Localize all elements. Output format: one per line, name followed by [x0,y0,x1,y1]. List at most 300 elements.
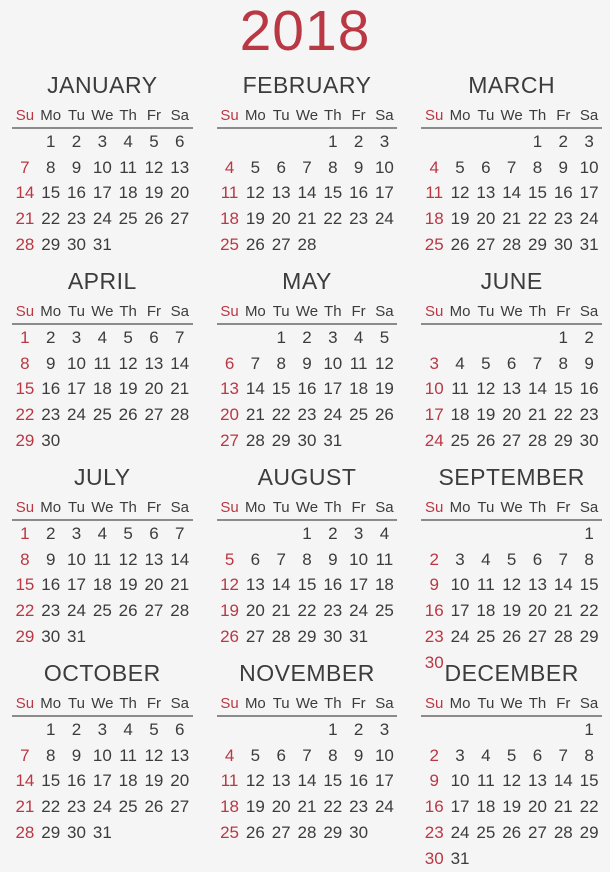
day-cell: 23 [297,405,317,425]
day-cell: 21 [271,601,291,621]
month-title: MAY [282,268,332,294]
day-cell: 7 [250,353,261,373]
day-cell: 11 [349,353,368,373]
day-cell: 29 [323,823,343,843]
day-cell: 24 [92,209,112,229]
day-cell: 5 [455,157,465,177]
day-cell: 16 [579,379,599,399]
day-cell: 2 [302,327,312,347]
month-days [217,325,398,454]
weekday-label-tu: Tu [477,303,495,320]
day-cell: 8 [584,745,594,765]
day-cell: 14 [297,183,317,203]
day-cell: 30 [67,235,86,255]
empty-cell [167,428,193,454]
day-cell: 1 [276,327,286,347]
day-cell: 3 [353,523,364,543]
day-cell: 22 [579,797,599,817]
day-cell: 17 [374,183,394,203]
day-cell: 28 [528,431,547,451]
month-block [217,264,398,460]
day-cell: 6 [175,131,185,151]
day-cell: 13 [271,183,291,203]
empty-cell [525,325,551,351]
day-cell: 8 [302,549,312,569]
day-cell: 10 [92,157,112,177]
day-cell: 4 [123,131,133,151]
day-cell: 9 [71,157,82,177]
month-days [421,129,602,258]
day-cell: 23 [67,797,86,817]
weekday-label-sa: Sa [375,695,394,712]
weekday-label-tu: Tu [68,107,85,124]
empty-cell [268,129,294,155]
empty-cell [473,325,499,351]
empty-cell [217,129,243,155]
weekday-label-su: Su [15,499,35,516]
day-cell: 19 [502,797,522,817]
day-cell: 24 [92,797,112,817]
day-cell: 6 [175,719,185,739]
day-cell: 2 [429,745,439,765]
day-cell: 18 [374,575,394,595]
weekday-label-sa: Sa [375,499,394,516]
day-cell: 17 [67,379,86,399]
day-cell: 10 [374,157,394,177]
month-days [217,521,398,650]
month-title: OCTOBER [43,660,161,686]
empty-cell [525,717,551,743]
day-cell: 18 [220,209,240,229]
empty-cell [167,820,193,846]
day-cell: 11 [220,183,239,203]
empty-cell [12,717,38,743]
day-cell: 28 [170,405,190,425]
empty-cell [346,232,372,258]
empty-cell [473,521,499,547]
day-cell: 15 [323,183,343,203]
weekday-label-tu: Tu [272,303,290,320]
day-cell: 11 [425,183,444,203]
day-cell: 20 [144,379,164,399]
empty-cell [447,129,473,155]
day-cell: 19 [450,209,470,229]
day-cell: 7 [20,745,30,765]
weekday-label-mo: Mo [244,499,266,516]
day-cell: 5 [379,327,390,347]
day-cell: 18 [476,797,496,817]
day-cell: 10 [67,353,86,373]
day-cell: 28 [553,627,573,647]
day-cell: 6 [149,327,159,347]
weekday-label-su: Su [220,695,239,712]
month-days [421,325,602,454]
day-cell: 24 [374,797,394,817]
day-cell: 11 [220,771,239,791]
day-cell: 18 [220,797,240,817]
day-cell: 14 [245,379,265,399]
day-cell: 3 [455,745,465,765]
weekday-label-th: Th [119,303,137,320]
weekday-label-sa: Sa [579,499,599,516]
day-cell: 17 [579,183,599,203]
weekday-label-tu: Tu [68,303,85,320]
weekday-header [12,499,193,516]
day-cell: 6 [149,523,159,543]
day-cell: 16 [67,183,86,203]
weekday-label-fr: Fr [146,107,162,124]
weekday-label-fr: Fr [351,107,366,124]
weekday-label-tu: Tu [477,695,495,712]
day-cell: 5 [149,131,159,151]
day-cell: 19 [118,575,138,595]
weekday-label-fr: Fr [351,695,366,712]
day-cell: 23 [41,405,61,425]
weekday-label-tu: Tu [68,695,85,712]
year-title: 2018 [239,0,371,63]
day-cell: 2 [45,523,56,543]
month-days [217,129,398,258]
empty-cell [115,820,141,846]
month-block [421,68,602,264]
day-cell: 1 [328,131,338,151]
day-cell: 1 [558,327,569,347]
day-cell: 10 [450,575,470,595]
day-cell: 8 [45,157,56,177]
day-cell: 15 [579,575,599,595]
day-cell: 28 [502,235,522,255]
day-cell: 1 [20,523,30,543]
day-cell: 8 [328,157,338,177]
day-cell: 27 [502,431,522,451]
empty-cell [525,521,551,547]
day-cell: 12 [502,771,522,791]
day-cell: 1 [20,327,30,347]
month-title: JANUARY [47,72,158,98]
day-cell: 20 [476,209,496,229]
weekday-label-th: Th [528,303,547,320]
month-title: JUNE [480,268,543,294]
weekday-header [217,303,398,320]
day-cell: 16 [297,379,317,399]
day-cell: 14 [502,183,522,203]
month-days [12,325,193,454]
day-cell: 26 [450,235,470,255]
empty-cell [421,325,447,351]
day-cell: 24 [67,405,86,425]
weekday-header [217,107,398,124]
day-cell: 12 [144,157,164,177]
day-cell: 13 [476,183,496,203]
day-cell: 5 [250,745,261,765]
day-cell: 7 [20,157,30,177]
day-cell: 29 [553,431,573,451]
weekday-label-th: Th [324,695,342,712]
day-cell: 25 [349,405,369,425]
weekday-label-th: Th [528,107,547,124]
day-cell: 9 [353,745,364,765]
day-cell: 24 [323,405,343,425]
day-cell: 20 [528,797,547,817]
weekday-label-mo: Mo [244,107,266,124]
month-days [217,717,398,846]
day-cell: 3 [328,327,338,347]
day-cell: 6 [250,549,261,569]
day-cell: 15 [528,183,547,203]
weekday-label-fr: Fr [146,499,162,516]
day-cell: 18 [118,771,138,791]
day-cell: 12 [118,549,138,569]
day-cell: 25 [220,235,240,255]
day-cell: 28 [245,431,265,451]
day-cell: 22 [41,797,61,817]
weekday-label-sa: Sa [170,695,189,712]
empty-cell [372,624,398,650]
day-cell: 7 [276,549,286,569]
day-cell: 19 [374,379,394,399]
day-cell: 6 [481,157,491,177]
month-title: DECEMBER [444,660,579,686]
day-cell: 10 [579,157,599,177]
day-cell: 30 [424,652,444,672]
day-cell: 7 [302,745,312,765]
day-cell: 8 [532,157,543,177]
day-cell: 29 [41,823,61,843]
day-cell: 24 [374,209,394,229]
day-cell: 26 [476,431,496,451]
day-cell: 14 [553,771,573,791]
day-cell: 13 [170,745,190,765]
day-cell: 15 [41,771,61,791]
day-cell: 25 [476,627,496,647]
day-cell: 9 [328,549,338,569]
empty-cell [473,717,499,743]
day-cell: 16 [424,601,444,621]
day-cell: 6 [276,745,286,765]
day-cell: 21 [528,405,547,425]
day-cell: 5 [506,745,517,765]
day-cell: 29 [297,627,317,647]
weekday-label-mo: Mo [449,303,471,320]
day-cell: 27 [528,627,547,647]
day-cell: 28 [553,823,573,843]
weekday-label-fr: Fr [146,695,162,712]
day-cell: 6 [224,353,235,373]
day-cell: 2 [353,131,364,151]
empty-cell [499,129,525,155]
day-cell: 2 [429,549,439,569]
day-cell: 18 [118,183,138,203]
day-cell: 21 [502,209,522,229]
day-cell: 17 [374,771,394,791]
empty-cell [268,521,294,547]
weekday-label-tu: Tu [477,107,495,124]
day-cell: 19 [476,405,496,425]
day-cell: 24 [67,601,86,621]
weekday-label-we: We [295,499,319,516]
day-cell: 20 [170,771,190,791]
weekday-label-th: Th [528,499,547,516]
day-cell: 30 [579,431,599,451]
day-cell: 10 [67,549,86,569]
day-cell: 13 [144,353,164,373]
day-cell: 27 [144,405,164,425]
day-cell: 10 [349,549,369,569]
day-cell: 2 [558,131,569,151]
day-cell: 23 [424,823,444,843]
day-cell: 23 [553,209,573,229]
day-cell: 10 [374,745,394,765]
month-days [421,717,602,872]
day-cell: 14 [15,183,35,203]
empty-cell [89,624,115,650]
day-cell: 26 [144,209,164,229]
empty-cell [242,325,268,351]
weekday-label-su: Su [220,107,239,124]
day-cell: 10 [92,745,112,765]
day-cell: 19 [245,209,265,229]
empty-cell [372,232,398,258]
day-cell: 22 [323,209,343,229]
day-cell: 20 [144,575,164,595]
day-cell: 2 [71,719,82,739]
weekday-label-tu: Tu [272,499,290,516]
empty-cell [499,325,525,351]
empty-cell [217,521,243,547]
month-title: NOVEMBER [239,660,375,686]
weekday-label-mo: Mo [449,107,471,124]
day-cell: 1 [45,719,56,739]
month-block [12,264,193,460]
day-cell: 15 [15,379,35,399]
empty-cell [242,717,268,743]
month-block [12,460,193,656]
day-cell: 8 [45,745,56,765]
day-cell: 21 [170,575,190,595]
day-cell: 2 [353,719,364,739]
day-cell: 6 [532,549,543,569]
day-cell: 3 [429,353,439,373]
day-cell: 3 [97,719,108,739]
day-cell: 13 [528,575,547,595]
month-block [12,68,193,264]
day-cell: 4 [353,327,364,347]
day-cell: 15 [323,771,343,791]
weekday-label-mo: Mo [244,695,266,712]
day-cell: 23 [579,405,599,425]
day-cell: 5 [250,157,261,177]
day-cell: 5 [224,549,235,569]
empty-cell [217,325,243,351]
weekday-label-fr: Fr [556,107,571,124]
day-cell: 18 [450,405,470,425]
day-cell: 12 [450,183,470,203]
day-cell: 29 [528,235,547,255]
day-cell: 13 [502,379,522,399]
weekday-label-su: Su [425,303,444,320]
day-cell: 21 [170,379,190,399]
weekday-label-th: Th [324,499,342,516]
day-cell: 23 [349,209,369,229]
day-cell: 1 [45,131,56,151]
empty-cell [141,428,167,454]
day-cell: 1 [532,131,543,151]
month-block [217,68,398,264]
weekday-label-fr: Fr [351,499,366,516]
month-block [12,656,193,852]
weekday-label-fr: Fr [351,303,366,320]
day-cell: 3 [379,719,390,739]
day-cell: 14 [297,771,317,791]
day-cell: 19 [118,379,138,399]
day-cell: 16 [41,379,61,399]
day-cell: 16 [67,771,86,791]
day-cell: 18 [476,601,496,621]
day-cell: 10 [450,771,470,791]
weekday-label-su: Su [425,695,444,712]
empty-cell [447,717,473,743]
month-block [421,656,602,868]
weekday-label-we: We [91,499,114,516]
weekday-label-mo: Mo [40,303,62,320]
day-cell: 13 [245,575,265,595]
day-cell: 4 [97,523,108,543]
day-cell: 27 [271,235,291,255]
day-cell: 17 [424,405,444,425]
weekday-label-sa: Sa [375,107,394,124]
day-cell: 30 [553,235,573,255]
weekday-header [12,695,193,712]
day-cell: 22 [323,797,343,817]
day-cell: 24 [450,627,470,647]
day-cell: 4 [123,719,133,739]
day-cell: 12 [144,745,164,765]
day-cell: 26 [374,405,394,425]
day-cell: 3 [71,327,82,347]
day-cell: 31 [323,431,343,451]
weekday-label-su: Su [15,695,35,712]
day-cell: 15 [297,575,317,595]
weekday-label-mo: Mo [40,499,62,516]
weekday-label-sa: Sa [375,303,394,320]
empty-cell [242,129,268,155]
day-cell: 29 [271,431,291,451]
day-cell: 30 [323,627,343,647]
day-cell: 22 [41,209,61,229]
weekday-label-su: Su [220,303,239,320]
day-cell: 27 [144,601,164,621]
day-cell: 19 [245,797,265,817]
day-cell: 20 [220,405,240,425]
month-title: JULY [74,464,131,490]
day-cell: 5 [506,549,517,569]
day-cell: 1 [584,719,594,739]
day-cell: 16 [424,797,444,817]
day-cell: 20 [271,209,291,229]
day-cell: 12 [245,771,265,791]
day-cell: 9 [429,771,439,791]
day-cell: 15 [579,771,599,791]
day-cell: 1 [584,523,594,543]
day-cell: 2 [328,523,338,543]
weekday-label-mo: Mo [449,499,471,516]
day-cell: 4 [429,157,439,177]
empty-cell [421,129,447,155]
day-cell: 11 [451,379,469,399]
day-cell: 15 [41,183,61,203]
day-cell: 18 [424,209,444,229]
day-cell: 21 [245,405,265,425]
